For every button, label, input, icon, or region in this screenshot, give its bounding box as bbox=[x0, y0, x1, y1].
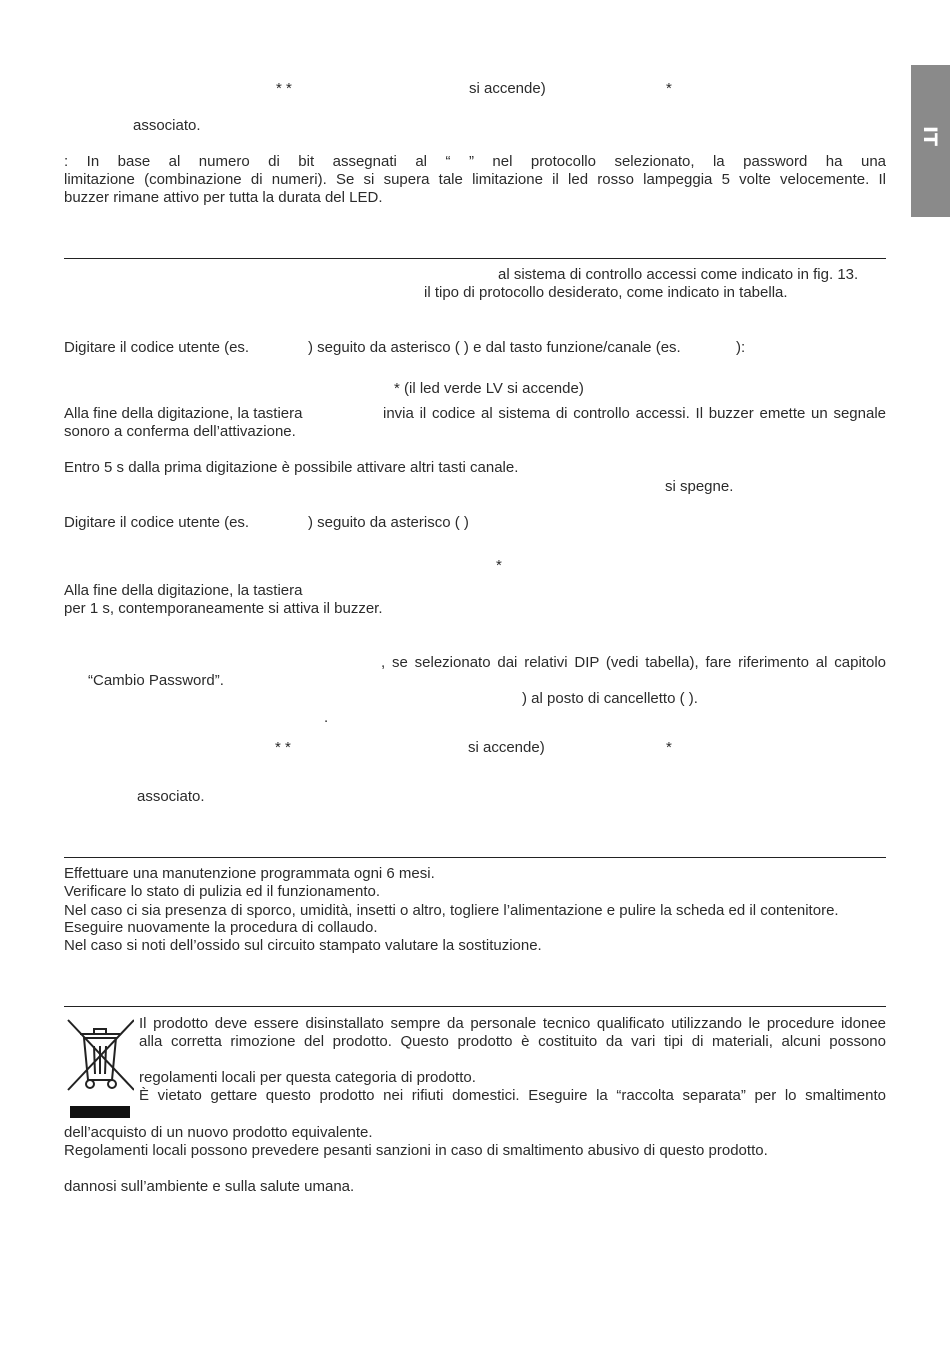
protocol-instruction: il tipo di protocollo desiderato, come indicato in tabella. bbox=[424, 284, 788, 301]
led-lights-text: si accende) bbox=[469, 80, 546, 97]
turns-off-text: si spegne. bbox=[665, 478, 734, 495]
type-code-instruction-2: Digitare il codice utente (es. bbox=[64, 514, 250, 531]
other-channels-text: Entro 5 s dalla prima digitazione è possibile attivare altri tasti canale. bbox=[64, 459, 519, 476]
disposal-line: dannosi sull’ambiente e sulla salute umana. bbox=[64, 1178, 355, 1195]
section-divider bbox=[64, 1006, 886, 1007]
note-line-3: buzzer rimane attivo per tutta la durata del LED. bbox=[64, 189, 383, 206]
type-code-instruction: Digitare il codice utente (es. bbox=[64, 339, 250, 356]
crossed-out-wheelie-bin-icon bbox=[66, 1018, 134, 1122]
keypress-asterisk-2: * bbox=[666, 739, 672, 756]
instead-of-hash-text: ) al posto di cancelletto ( ). bbox=[522, 690, 698, 707]
associated-text-2: associato. bbox=[137, 788, 205, 805]
disposal-line: Regolamenti locali possono prevedere pesanti sanzioni in caso di smaltimento abusivo di questo prodotto. bbox=[64, 1142, 768, 1159]
dip-selection-text: , se selezionato dai relativi DIP (vedi tabella), fare riferimento al capitolo bbox=[381, 654, 886, 671]
led-lights-text-2: si accende) bbox=[468, 739, 545, 756]
keypress-asterisks-2: * * bbox=[275, 739, 291, 756]
type-code-instruction-end: ): bbox=[736, 339, 746, 356]
maintenance-line: Eseguire nuovamente la procedura di collaudo. bbox=[64, 919, 378, 936]
associated-text: associato. bbox=[133, 117, 201, 134]
green-led-text: * (il led verde LV si accende) bbox=[394, 380, 584, 397]
buzzer-activate-text: per 1 s, contemporaneamente si attiva il buzzer. bbox=[64, 600, 383, 617]
note-line-1: : In base al numero di bit assegnati al “ ” nel protocollo selezionato, la password ha una bbox=[64, 153, 886, 170]
note-line-2: limitazione (combinazione di numeri). Se si supera tale limitazione il led rosso lampeggia 5 volte velocemente. Il bbox=[64, 171, 886, 188]
keypress-asterisks: * * bbox=[276, 80, 292, 97]
end-typing-text: Alla fine della digitazione, la tastiera bbox=[64, 405, 303, 422]
disposal-line: dell’acquisto di un nuovo prodotto equivalente. bbox=[64, 1124, 373, 1141]
disposal-line: Il prodotto deve essere disinstallato sempre da personale tecnico qualificato utilizzando le procedure idonee bbox=[139, 1015, 886, 1032]
end-typing-text-2: Alla fine della digitazione, la tastiera bbox=[64, 582, 303, 599]
maintenance-line: Verificare lo stato di pulizia ed il funzionamento. bbox=[64, 883, 381, 900]
type-code-instruction-cont: ) seguito da asterisco ( ) e dal tasto funzione/canale (es. bbox=[308, 339, 681, 356]
maintenance-line: Nel caso si noti dell’ossido sul circuito stampato valutare la sostituzione. bbox=[64, 937, 542, 954]
asterisk-key: * bbox=[496, 557, 502, 574]
cambio-password-ref: “Cambio Password”. bbox=[88, 672, 224, 689]
connection-instruction: al sistema di controllo accessi come indicato in fig. 13. bbox=[498, 266, 859, 283]
period-mark: . bbox=[324, 709, 329, 726]
section-divider bbox=[64, 857, 886, 858]
language-tab bbox=[911, 65, 950, 217]
maintenance-line: Effettuare una manutenzione programmata ogni 6 mesi. bbox=[64, 865, 435, 882]
disposal-line: regolamenti locali per questa categoria di prodotto. bbox=[139, 1069, 476, 1086]
buzzer-confirm-text: sonoro a conferma dell’attivazione. bbox=[64, 423, 296, 440]
language-tab-label: IT bbox=[919, 125, 942, 147]
maintenance-line: Nel caso ci sia presenza di sporco, umidità, insetti o altro, togliere l’alimentazione e pulire la scheda ed il contenitore. bbox=[64, 902, 839, 919]
disposal-line: È vietato gettare questo prodotto nei rifiuti domestici. Eseguire la “raccolta separata” per lo smaltimento bbox=[139, 1087, 886, 1104]
type-code-instruction-2-cont: ) seguito da asterisco ( ) bbox=[308, 514, 469, 531]
section-divider bbox=[64, 258, 886, 259]
keypress-asterisk: * bbox=[666, 80, 672, 97]
disposal-line: alla corretta rimozione del prodotto. Questo prodotto è costituito da vari tipi di materiali, alcuni possono bbox=[139, 1033, 886, 1050]
send-code-text: invia il codice al sistema di controllo accessi. Il buzzer emette un segnale bbox=[383, 405, 886, 422]
